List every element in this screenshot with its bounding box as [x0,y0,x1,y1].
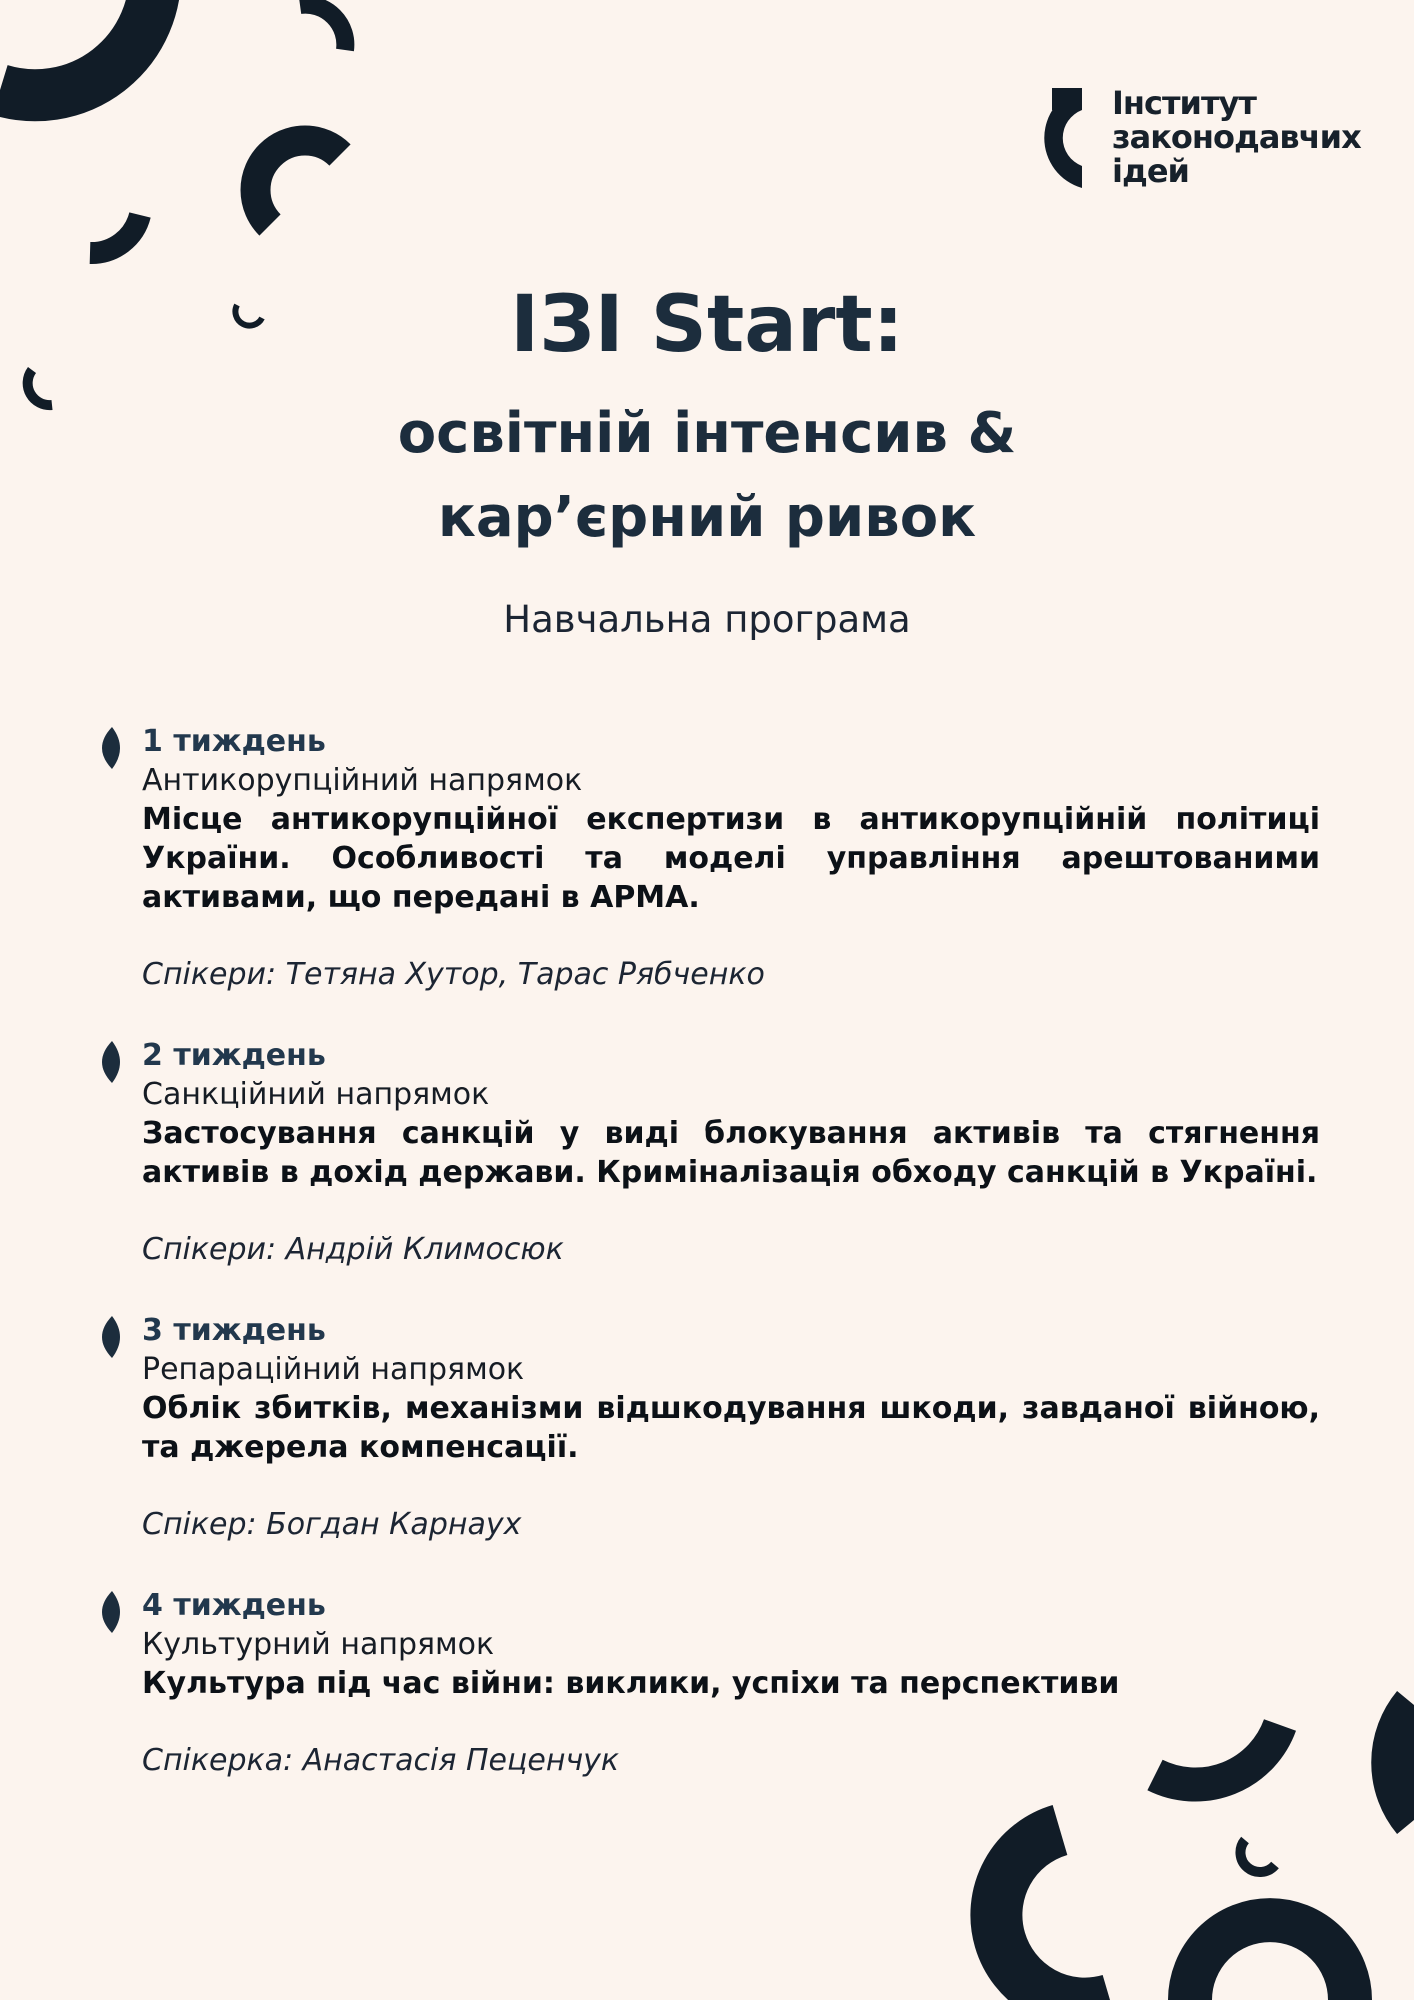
arc-bottom-small [1240,1840,1275,1872]
week-direction: Культурний напрямок [142,1627,495,1662]
week-speakers: Спікер: Богдан Карнаух [142,1507,522,1542]
program-label: Навчальна програма [503,598,911,641]
week-topic: Застосування санкцій у виді блокування активів та стягнення активів в дохід держави. Криміналізація обходу санкцій в Україні. [142,1116,1320,1190]
page-subtitle [0,392,1414,560]
logo-text [1112,86,1361,188]
week-body [142,1037,1320,1270]
logo-line-2: законодавчих [1112,118,1361,156]
logo-line-3: ідей [1112,152,1189,190]
subtitle-line-2: кар’єрний ривок [437,485,977,550]
week-direction: Репараційний напрямок [142,1352,525,1387]
arc-top-small [300,5,345,50]
week-body [142,1312,1320,1545]
week-topic: Облік збитків, механізми відшкодування шкоди, завданої війною, та джерела компенсації. [142,1391,1320,1465]
arc-bottom-c [996,1830,1110,2000]
bullet-icon [90,727,120,769]
week-direction: Санкційний напрямок [142,1077,490,1112]
logo-mark-icon [1022,88,1092,188]
subtitle-line-1: освітній інтенсив & [397,401,1017,466]
week-speakers: Спікерка: Анастасія Пеценчук [142,1743,620,1778]
page-title: ІЗІ Start: [510,280,904,370]
bullet-icon [90,1041,120,1083]
week-speakers: Спікери: Тетяна Хутор, Тарас Рябченко [142,957,765,992]
week-topic: Культура під час війни: виклики, успіхи та перспективи [142,1666,1120,1701]
bullet-icon [90,1591,120,1633]
week-speakers: Спікери: Андрій Климосюк [142,1232,564,1267]
week-title: 3 тиждень [142,1313,326,1348]
week-body [142,1587,1320,1781]
week-topic: Місце антикорупційної експертизи в антикорупційній політиці України. Особливості та моделі управління арештованими активами, що передані в АРМА. [142,802,1320,915]
arc-top-left-large [0,0,155,95]
week-direction: Антикорупційний напрямок [142,763,583,798]
bullet-icon [90,1316,120,1358]
week-title: 2 тиждень [142,1038,326,1073]
institute-logo [1022,84,1361,196]
arc-c-shape [256,141,340,225]
arc-bottom-corner [1190,1920,1350,2000]
week-body [142,723,1320,995]
arc-bottom-right-edge [1393,1705,1414,1820]
arc-quarter-left [90,215,140,253]
logo-line-1: Інститут [1112,84,1256,122]
week-title: 4 тиждень [142,1588,326,1623]
week-title: 1 тиждень [142,724,326,759]
